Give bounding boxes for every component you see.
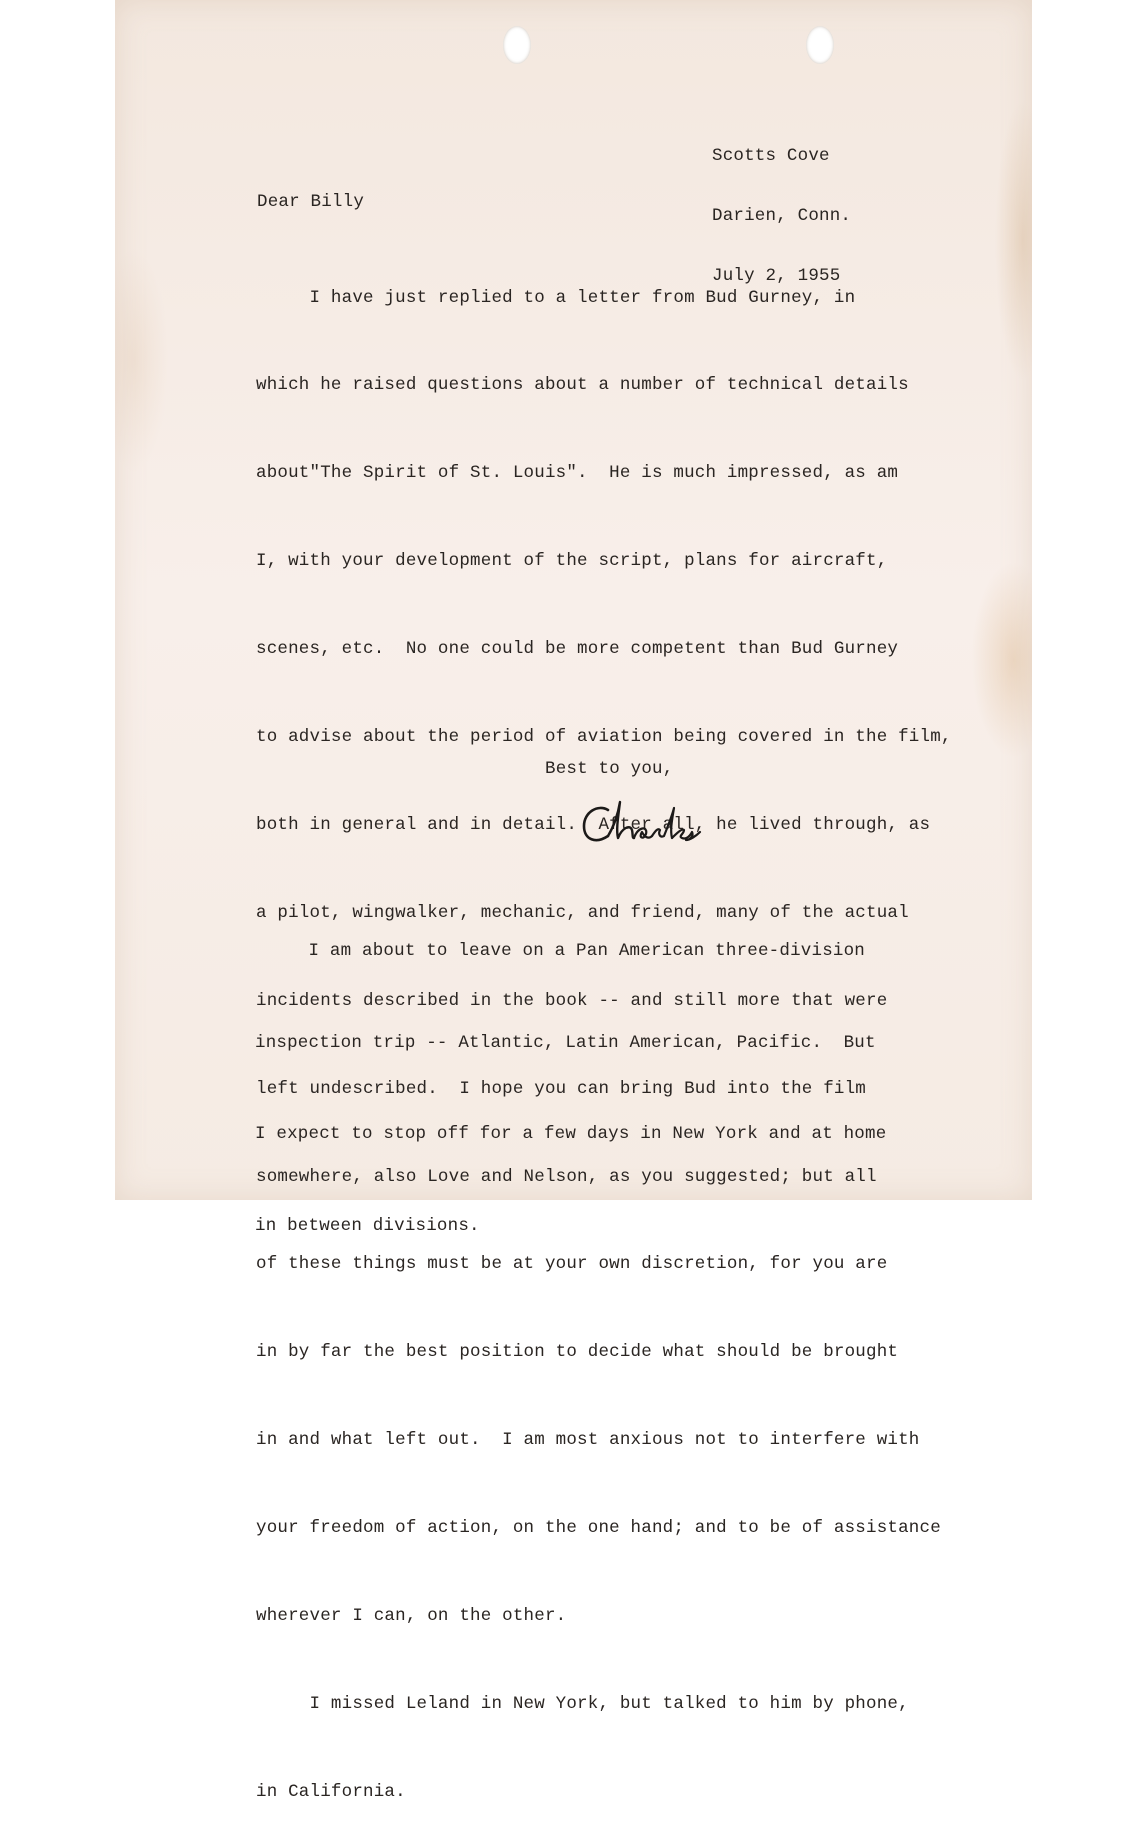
body-line: incidents described in the book -- and still more that were — [256, 990, 888, 1011]
body-line: in by far the best position to decide what should be brought — [256, 1342, 899, 1363]
body-line: wherever I can, on the other. — [256, 1605, 567, 1626]
body-line: both in general and in detail. After all, he lived through, as — [256, 814, 931, 835]
body-line: to advise about the period of aviation being covered in the film, — [256, 727, 952, 748]
body-line: left undescribed. I hope you can bring Bud into the film — [256, 1078, 866, 1099]
postscript-line: I am about to leave on a Pan American three-division — [255, 941, 865, 961]
body-line: I have just replied to a letter from Bud Gurney, in — [256, 287, 856, 308]
postscript-line: inspection trip -- Atlantic, Latin American, Pacific. But — [255, 1032, 876, 1053]
postscript-line: I expect to stop off for a few days in New York and at home — [255, 1124, 887, 1144]
address-line-2: Darien, Conn. — [712, 206, 852, 226]
body-line: I, with your development of the script, plans for aircraft, — [256, 551, 888, 572]
punch-hole-left — [503, 26, 531, 64]
postscript-line: in between divisions. — [255, 1215, 480, 1236]
body-line: somewhere, also Love and Nelson, as you suggested; but all — [256, 1166, 877, 1187]
body-line: of these things must be at your own discretion, for you are — [256, 1254, 888, 1275]
body-line: about"The Spirit of St. Louis". He is much impressed, as am — [256, 463, 899, 484]
letter-date: July 2, 1955 — [712, 266, 841, 286]
body-line: your freedom of action, on the one hand; and to be of assistance — [256, 1518, 941, 1539]
punch-hole-right — [806, 26, 834, 64]
body-line: I missed Leland in New York, but talked to him by phone, — [256, 1693, 909, 1714]
body-line: in California. — [256, 1781, 406, 1802]
body-line: in and what left out. I am most anxious not to interfere with — [256, 1430, 920, 1451]
postscript — [255, 875, 886, 1272]
body-line: a pilot, wingwalker, mechanic, and friend, many of the actual — [256, 902, 909, 923]
body-line: scenes, etc. No one could be more competent than Bud Gurney — [256, 639, 899, 660]
body-line: which he raised questions about a number of technical details — [256, 375, 909, 396]
closing: Best to you, — [545, 759, 674, 779]
address-line-1: Scotts Cove — [712, 146, 830, 166]
handwritten-signature — [578, 796, 708, 851]
salutation: Dear Billy — [257, 192, 365, 212]
